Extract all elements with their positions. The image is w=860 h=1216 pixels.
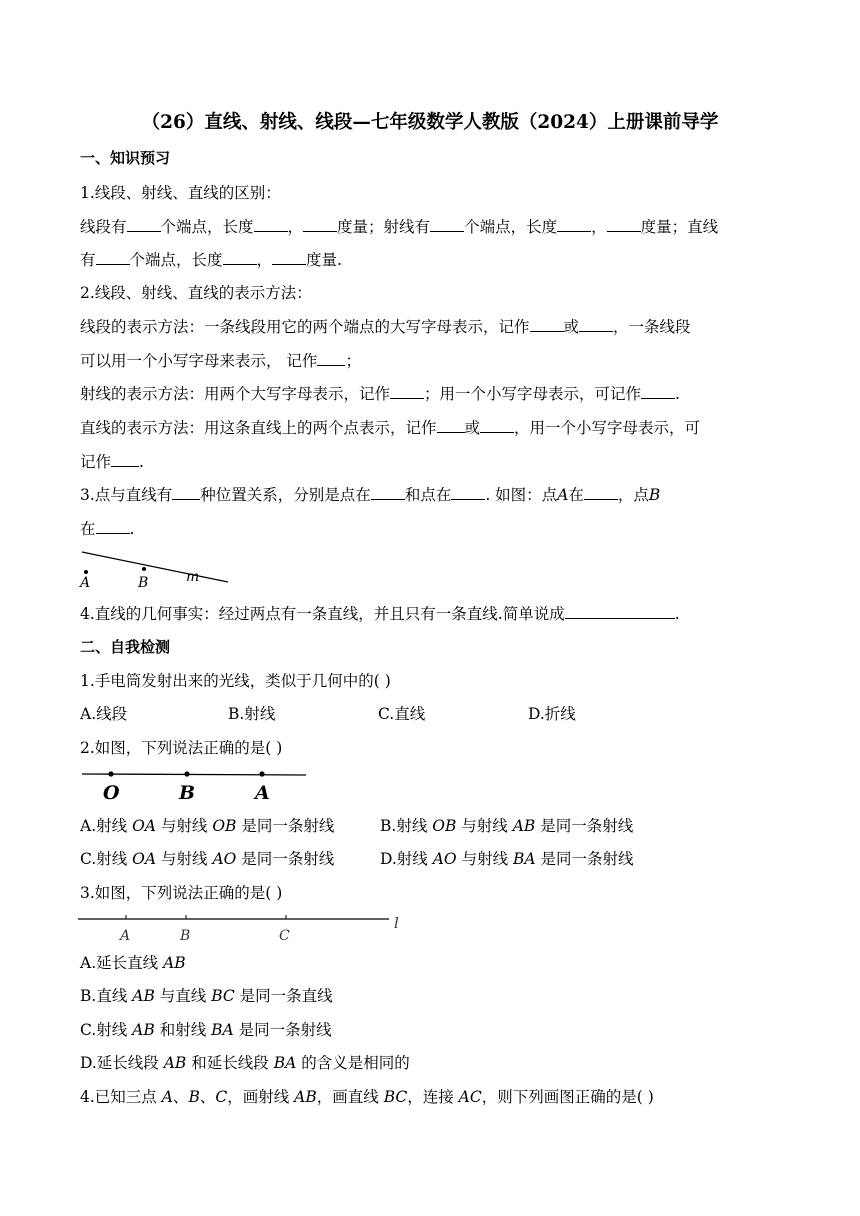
- question-2-heading: 2.线段、射线、直线的表示方法：: [80, 284, 312, 302]
- point-o-dot: [108, 771, 113, 776]
- problem-1-option-d: D.折线: [528, 705, 576, 723]
- line-l-label: l: [394, 914, 399, 932]
- answer-blank: [584, 484, 618, 500]
- question-2-line-5: 记作 .: [80, 453, 144, 471]
- question-2-line-4: 直线的表示方法：用这条直线上的两个点表示，记作 或 ，用一个小写字母表示，可: [80, 419, 701, 437]
- figure-point-line: [78, 548, 238, 591]
- section-heading-preview: 一、知识预习: [80, 149, 171, 167]
- answer-blank: [254, 216, 288, 232]
- question-2-line-3: 射线的表示方法：用两个大写字母表示，记作 ；用一个小写字母表示，可记作 .: [80, 385, 680, 403]
- point-a-label: A: [255, 782, 270, 804]
- question-3-line-1: 3.点与直线有 种位置关系，分别是点在 和点在 . 如图：点A在 ，点B: [80, 486, 661, 504]
- section-heading-selftest: 二、自我检测: [80, 638, 171, 656]
- answer-blank: [317, 350, 345, 366]
- answer-blank: [96, 249, 130, 265]
- page-title: （26）直线、射线、线段—七年级数学人教版（2024）上册课前导学: [141, 112, 719, 133]
- answer-blank: [451, 484, 485, 500]
- question-4-line: 4.直线的几何事实：经过两点有一条直线，并且只有一条直线.简单说成 .: [80, 605, 680, 623]
- answer-blank: [437, 417, 465, 433]
- point-b-dot: [184, 771, 189, 776]
- point-b-label: B: [180, 928, 191, 944]
- figure-ray-oba: [80, 764, 310, 802]
- answer-blank: [530, 316, 564, 332]
- line-m-label: m: [186, 569, 200, 585]
- answer-blank: [557, 216, 591, 232]
- answer-blank: [303, 216, 337, 232]
- answer-blank: [480, 417, 514, 433]
- problem-3-stem: 3.如图，下列说法正确的是( ): [80, 884, 283, 902]
- problem-3-option-a: A.延长直线 AB: [80, 954, 186, 972]
- answer-blank: [223, 249, 257, 265]
- answer-blank: [172, 484, 200, 500]
- problem-1-option-b: B.射线: [228, 705, 276, 723]
- point-b-label: B: [179, 782, 196, 804]
- answer-blank: [371, 484, 405, 500]
- problem-3-option-c: C.射线 AB 和射线 BA 是同一条射线: [80, 1021, 332, 1039]
- point-a-dot: [259, 771, 264, 776]
- answer-blank: [607, 216, 641, 232]
- point-a-dot: [84, 570, 88, 574]
- answer-blank: [641, 383, 675, 399]
- problem-4-stem: 4.已知三点 A、B、C，画射线 AB，画直线 BC，连接 AC，则下列画图正确的是( ): [80, 1088, 654, 1106]
- problem-2-option-c: C.射线 OA 与射线 AO 是同一条射线: [80, 850, 335, 868]
- problem-3-option-d: D.延长线段 AB 和延长线段 BA 的含义是相同的: [80, 1054, 410, 1072]
- ray-line: [82, 774, 306, 775]
- point-a-label: A: [80, 575, 91, 591]
- question-1-line-2: 有 个端点，长度 ， 度量.: [80, 251, 342, 269]
- problem-2-stem: 2.如图，下列说法正确的是( ): [80, 739, 283, 757]
- answer-blank: [272, 249, 306, 265]
- problem-1-option-a: A.线段: [80, 705, 128, 723]
- answer-blank: [565, 603, 675, 619]
- figure-line-abc: [78, 911, 408, 947]
- answer-blank: [111, 451, 139, 467]
- question-1-line-1: 线段有 个端点，长度 ， 度量；射线有 个端点，长度 ， 度量；直线: [80, 218, 719, 236]
- point-o-label: O: [103, 782, 120, 804]
- problem-2-option-d: D.射线 AO 与射线 BA 是同一条射线: [380, 850, 634, 868]
- point-a-label: A: [120, 928, 131, 944]
- question-1-heading: 1.线段、射线、直线的区别：: [80, 184, 281, 202]
- problem-3-option-b: B.直线 AB 与直线 BC 是同一条直线: [80, 987, 333, 1005]
- problem-2-option-a: A.射线 OA 与射线 OB 是同一条射线: [80, 817, 335, 835]
- answer-blank: [430, 216, 464, 232]
- point-b-label: B: [138, 575, 149, 591]
- problem-2-option-b: B.射线 OB 与射线 AB 是同一条射线: [380, 817, 634, 835]
- problem-1-stem: 1.手电筒发射出来的光线，类似于几何中的( ): [80, 672, 391, 690]
- answer-blank: [390, 383, 424, 399]
- question-2-line-1: 线段的表示方法：一条线段用它的两个端点的大写字母表示，记作 或 ，一条线段: [80, 318, 691, 336]
- answer-blank: [96, 518, 130, 534]
- answer-blank: [127, 216, 161, 232]
- point-b-dot: [142, 567, 146, 571]
- answer-blank: [579, 316, 613, 332]
- line-m: [82, 552, 228, 582]
- problem-1-option-c: C.直线: [378, 705, 426, 723]
- question-3-line-2: 在 .: [80, 520, 135, 538]
- question-2-line-2: 可以用一个小写字母来表示， 记作 ；: [80, 352, 361, 370]
- point-c-label: C: [279, 928, 290, 944]
